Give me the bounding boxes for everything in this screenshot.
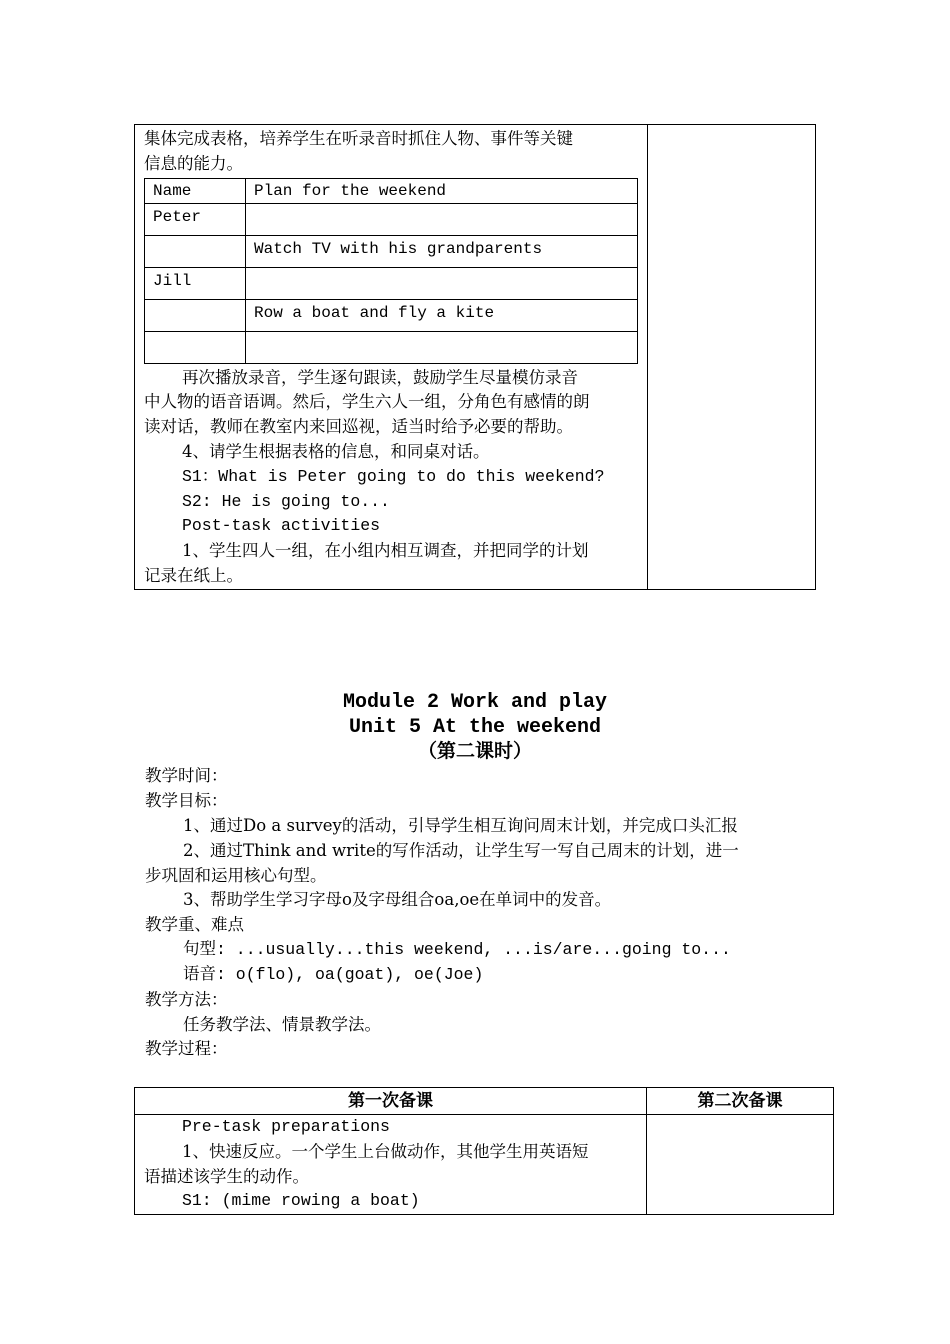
- table-row: [145, 235, 638, 267]
- plan-name-cell: [145, 299, 246, 331]
- plan-name-cell: Peter: [145, 203, 246, 235]
- pre-step-1-line-1: 1、快速反应。一个学生上台做动作，其他学生用英语短: [182, 1141, 589, 1161]
- teaching-method-label: 教学方法：: [145, 990, 228, 1009]
- goal-2-line-2: 步巩固和运用核心句型。: [145, 866, 327, 885]
- para-line-2: 中人物的语音语调。然后，学生六人一组，分角色有感情的朗: [144, 392, 590, 412]
- goal-3: 3、帮助学生学习字母o及字母组合oa,oe在单词中的发音。: [183, 890, 612, 909]
- table-row: [145, 267, 638, 299]
- pre-task-heading: Pre-task preparations: [182, 1117, 390, 1136]
- key-sentence: 句型: ...usually...this weekend, ...is/are...going to...: [183, 940, 731, 959]
- key-phonics: 语音: o(flo), oa(goat), oe(Joe): [183, 965, 484, 984]
- header-second-preparation: 第二次备课: [647, 1088, 834, 1115]
- para-line-1: 再次播放录音，学生逐句跟读，鼓励学生尽量模仿录音: [182, 367, 578, 387]
- table-header-row: [135, 1088, 834, 1115]
- table-row: [145, 203, 638, 235]
- teaching-process-label: 教学过程：: [145, 1039, 228, 1058]
- pre-step-1-line-2: 语描述该学生的动作。: [144, 1166, 309, 1186]
- plan-text-cell: Row a boat and fly a kite: [246, 299, 638, 331]
- plan-table-header-plan: Plan for the weekend: [246, 178, 638, 203]
- header-first-preparation: 第一次备课: [135, 1088, 647, 1115]
- goal-2-line-1: 2、通过Think and write的写作活动，让学生写一写自己周末的计划，进一: [183, 841, 739, 860]
- post-task-heading: Post-task activities: [182, 516, 381, 536]
- lesson-plan-table-continued: [134, 124, 816, 590]
- plan-text-cell: [246, 267, 638, 299]
- dialogue-s2: S2: He is going to...: [182, 491, 390, 511]
- plan-text-cell: [246, 331, 638, 363]
- first-preparation-cell: [135, 1115, 647, 1215]
- plan-name-cell: [145, 331, 246, 363]
- plan-name-cell: [145, 235, 246, 267]
- lesson-title: （第二课时）: [417, 740, 532, 762]
- plan-text-cell: [246, 203, 638, 235]
- lesson-plan-table: [134, 1087, 834, 1215]
- para-line-3: 读对话，教师在教室内来回巡视，适当时给予必要的帮助。: [144, 417, 573, 437]
- table-row: [145, 331, 638, 363]
- teaching-goals-label: 教学目标：: [145, 791, 228, 810]
- teaching-time-label: 教学时间：: [145, 766, 228, 785]
- unit-title: Unit 5 At the weekend: [348, 716, 602, 739]
- second-preparation-cell: [647, 1115, 834, 1215]
- plan-table-header-name: Name: [145, 178, 246, 203]
- post-step-1-line-2: 记录在纸上。: [144, 565, 243, 585]
- dialogue-s1: S1：What is Peter going to do this weekend?: [182, 466, 605, 486]
- first-preparation-cell: [135, 125, 648, 590]
- module-title: Module 2 Work and play: [342, 691, 608, 714]
- intro-line-2: 信息的能力。: [144, 153, 243, 173]
- plan-text-cell: Watch TV with his grandparents: [246, 235, 638, 267]
- second-preparation-cell: [648, 125, 816, 590]
- step-4-text: 4、请学生根据表格的信息，和同桌对话。: [182, 441, 490, 461]
- teaching-method-text: 任务教学法、情景教学法。: [183, 1015, 381, 1034]
- intro-line-1: 集体完成表格，培养学生在听录音时抓住人物、事件等关键: [144, 129, 573, 148]
- pre-dialogue-s1: S1: (mime rowing a boat): [182, 1191, 420, 1211]
- goal-1: 1、通过Do a survey的活动，引导学生相互询问周末计划，并完成口头汇报: [183, 816, 738, 835]
- plan-table-header-row: [145, 178, 638, 203]
- plan-name-cell: Jill: [145, 267, 246, 299]
- key-points-label: 教学重、难点: [145, 915, 244, 934]
- table-row: [145, 299, 638, 331]
- table-row: [135, 1115, 834, 1215]
- post-step-1-line-1: 1、学生四人一组，在小组内相互调查，并把同学的计划: [182, 541, 589, 561]
- weekend-plan-table: [144, 178, 638, 364]
